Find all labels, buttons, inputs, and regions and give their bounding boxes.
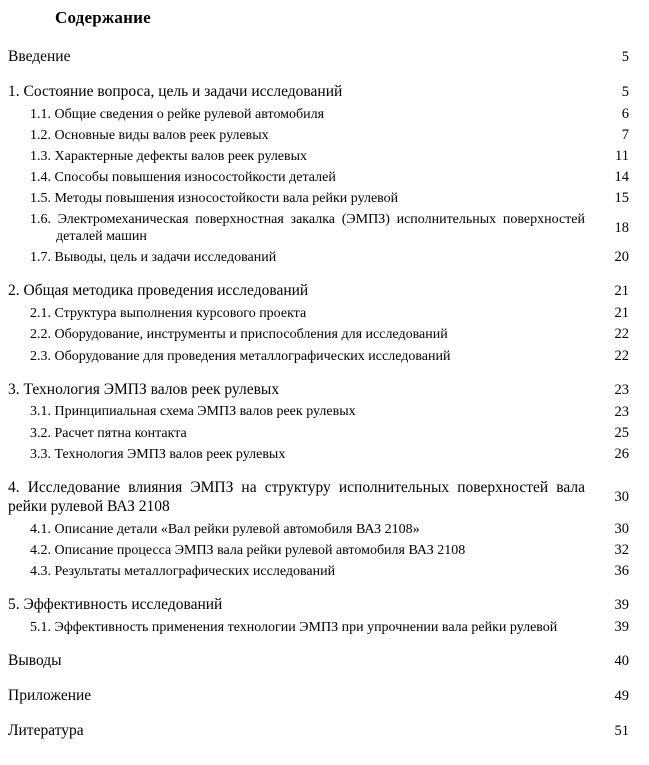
toc-entry-label: Введение: [8, 48, 71, 65]
toc-entry-page-number: 21: [614, 305, 629, 322]
toc-entry: [8, 280, 629, 303]
toc-entry: [8, 720, 629, 743]
toc-entry: [30, 188, 629, 209]
toc-entry-label: 1.3. Характерные дефекты валов реек рулевых: [30, 148, 308, 164]
toc-entry-page-number: 6: [621, 105, 629, 122]
toc-entry-page-number: 30: [614, 520, 629, 537]
toc-entry-label: 4.3. Результаты металлографических исследований: [30, 563, 336, 579]
toc-entry-page-number: 14: [614, 169, 629, 186]
toc-entry-page-number: 23: [614, 403, 629, 420]
toc-entry-label: 4.2. Описание процесса ЭМПЗ вала рейки рулевой автомобиля ВАЗ 2108: [30, 542, 466, 558]
toc-entry-label: 5.1. Эффективность применения технологии ЭМПЗ при упрочнении вала рейки рулевой: [30, 619, 558, 635]
toc-entry: [8, 594, 629, 617]
toc-entry-label: 1.2. Основные виды валов реек рулевых: [30, 127, 269, 143]
toc-entry-page-number: 22: [614, 326, 629, 343]
toc-entry: [30, 444, 629, 465]
toc-entry: [8, 477, 629, 519]
toc-list: [8, 46, 629, 742]
toc-entry: [30, 540, 629, 561]
toc-entry: [30, 423, 629, 444]
toc-entry-label: 2.1. Структура выполнения курсового проекта: [30, 306, 307, 322]
toc-entry-label: 1.7. Выводы, цель и задачи исследований: [30, 250, 277, 266]
toc-entry-label: 5. Эффективность исследований: [8, 595, 223, 613]
toc-entry-label: Приложение: [8, 686, 92, 704]
toc-entry-page-number: 51: [614, 722, 629, 739]
toc-entry: [8, 81, 629, 104]
toc-entry-label: 1.4. Способы повышения износостойкости деталей: [30, 170, 336, 186]
toc-entry: [30, 617, 629, 638]
toc-entry-page-number: 36: [614, 562, 629, 579]
toc-entry-page-number: 7: [621, 126, 629, 143]
toc-entry-label: 3.2. Расчет пятна контакта: [30, 425, 187, 441]
toc-entry: [8, 685, 629, 708]
toc-entry-label: 4.1. Описание детали «Вал рейки рулевой автомобиля ВАЗ 2108»: [30, 521, 420, 537]
toc-entry-page-number: 49: [614, 687, 629, 704]
toc-entry-label: 3.3. Технология ЭМПЗ валов реек рулевых: [30, 446, 286, 462]
toc-entry: [30, 561, 629, 582]
toc-entry: [8, 650, 629, 673]
toc-entry-page-number: 26: [614, 445, 629, 462]
toc-entry-page-number: 32: [614, 541, 629, 558]
toc-entry-label: Литература: [8, 721, 84, 739]
toc-entry: [30, 346, 629, 367]
toc-entry-page-number: 40: [614, 652, 629, 669]
toc-entry: [30, 324, 629, 345]
toc-entry: [30, 303, 629, 324]
toc-entry-page-number: 39: [614, 618, 629, 635]
toc-entry-page-number: 5: [621, 48, 629, 65]
toc-entry-label: 3. Технология ЭМПЗ валов реек рулевых: [8, 380, 280, 398]
page-title: Содержание: [55, 8, 151, 27]
toc-entry-page-number: 21: [614, 283, 629, 300]
toc-entry-label: 1.1. Общие сведения о рейке рулевой автомобиля: [30, 106, 325, 122]
toc-entry-page-number: 11: [615, 148, 629, 164]
toc-entry-label: 2.3. Оборудование для проведения металлографических исследований: [30, 348, 451, 364]
toc-entry-label: Выводы: [8, 651, 62, 669]
toc-entry-page-number: 20: [614, 249, 629, 266]
toc-entry: [8, 46, 629, 69]
toc-entry: [8, 379, 629, 402]
toc-entry: [30, 247, 629, 268]
toc-entry-label: 1.5. Методы повышения износостойкости вала рейки рулевой: [30, 191, 399, 207]
toc-entry-label: 1.6. Электромеханическая поверхностная закалка (ЭМПЗ) исполнительных поверхностей деталей машин: [30, 212, 585, 245]
toc-entry-label: 4. Исследование влияния ЭМПЗ на структуру исполнительных поверхностей вала рейки рулевой ВАЗ 2108: [8, 478, 585, 515]
toc-entry-label: 3.1. Принципиальная схема ЭМПЗ валов реек рулевых: [30, 404, 356, 420]
toc-entry: [30, 209, 629, 247]
toc-entry: [30, 401, 629, 422]
toc-entry-label: 2. Общая методика проведения исследований: [8, 282, 309, 300]
toc-entry: [30, 104, 629, 125]
toc-entry: [30, 125, 629, 146]
toc-entry: [30, 519, 629, 540]
toc-entry: [30, 146, 629, 167]
toc-entry-label: 2.2. Оборудование, инструменты и приспособления для исследований: [30, 327, 448, 343]
toc-entry: [30, 167, 629, 188]
toc-entry-page-number: 30: [614, 489, 629, 506]
toc-entry-page-number: 39: [614, 596, 629, 613]
toc-entry-page-number: 25: [614, 424, 629, 441]
toc-entry-label: 1. Состояние вопроса, цель и задачи исследований: [8, 82, 343, 100]
toc-entry-page-number: 15: [614, 190, 629, 207]
toc-entry-page-number: 5: [621, 83, 629, 100]
toc-entry-page-number: 23: [614, 381, 629, 398]
toc-entry-page-number: 22: [614, 347, 629, 364]
toc-entry-page-number: 18: [614, 219, 629, 236]
